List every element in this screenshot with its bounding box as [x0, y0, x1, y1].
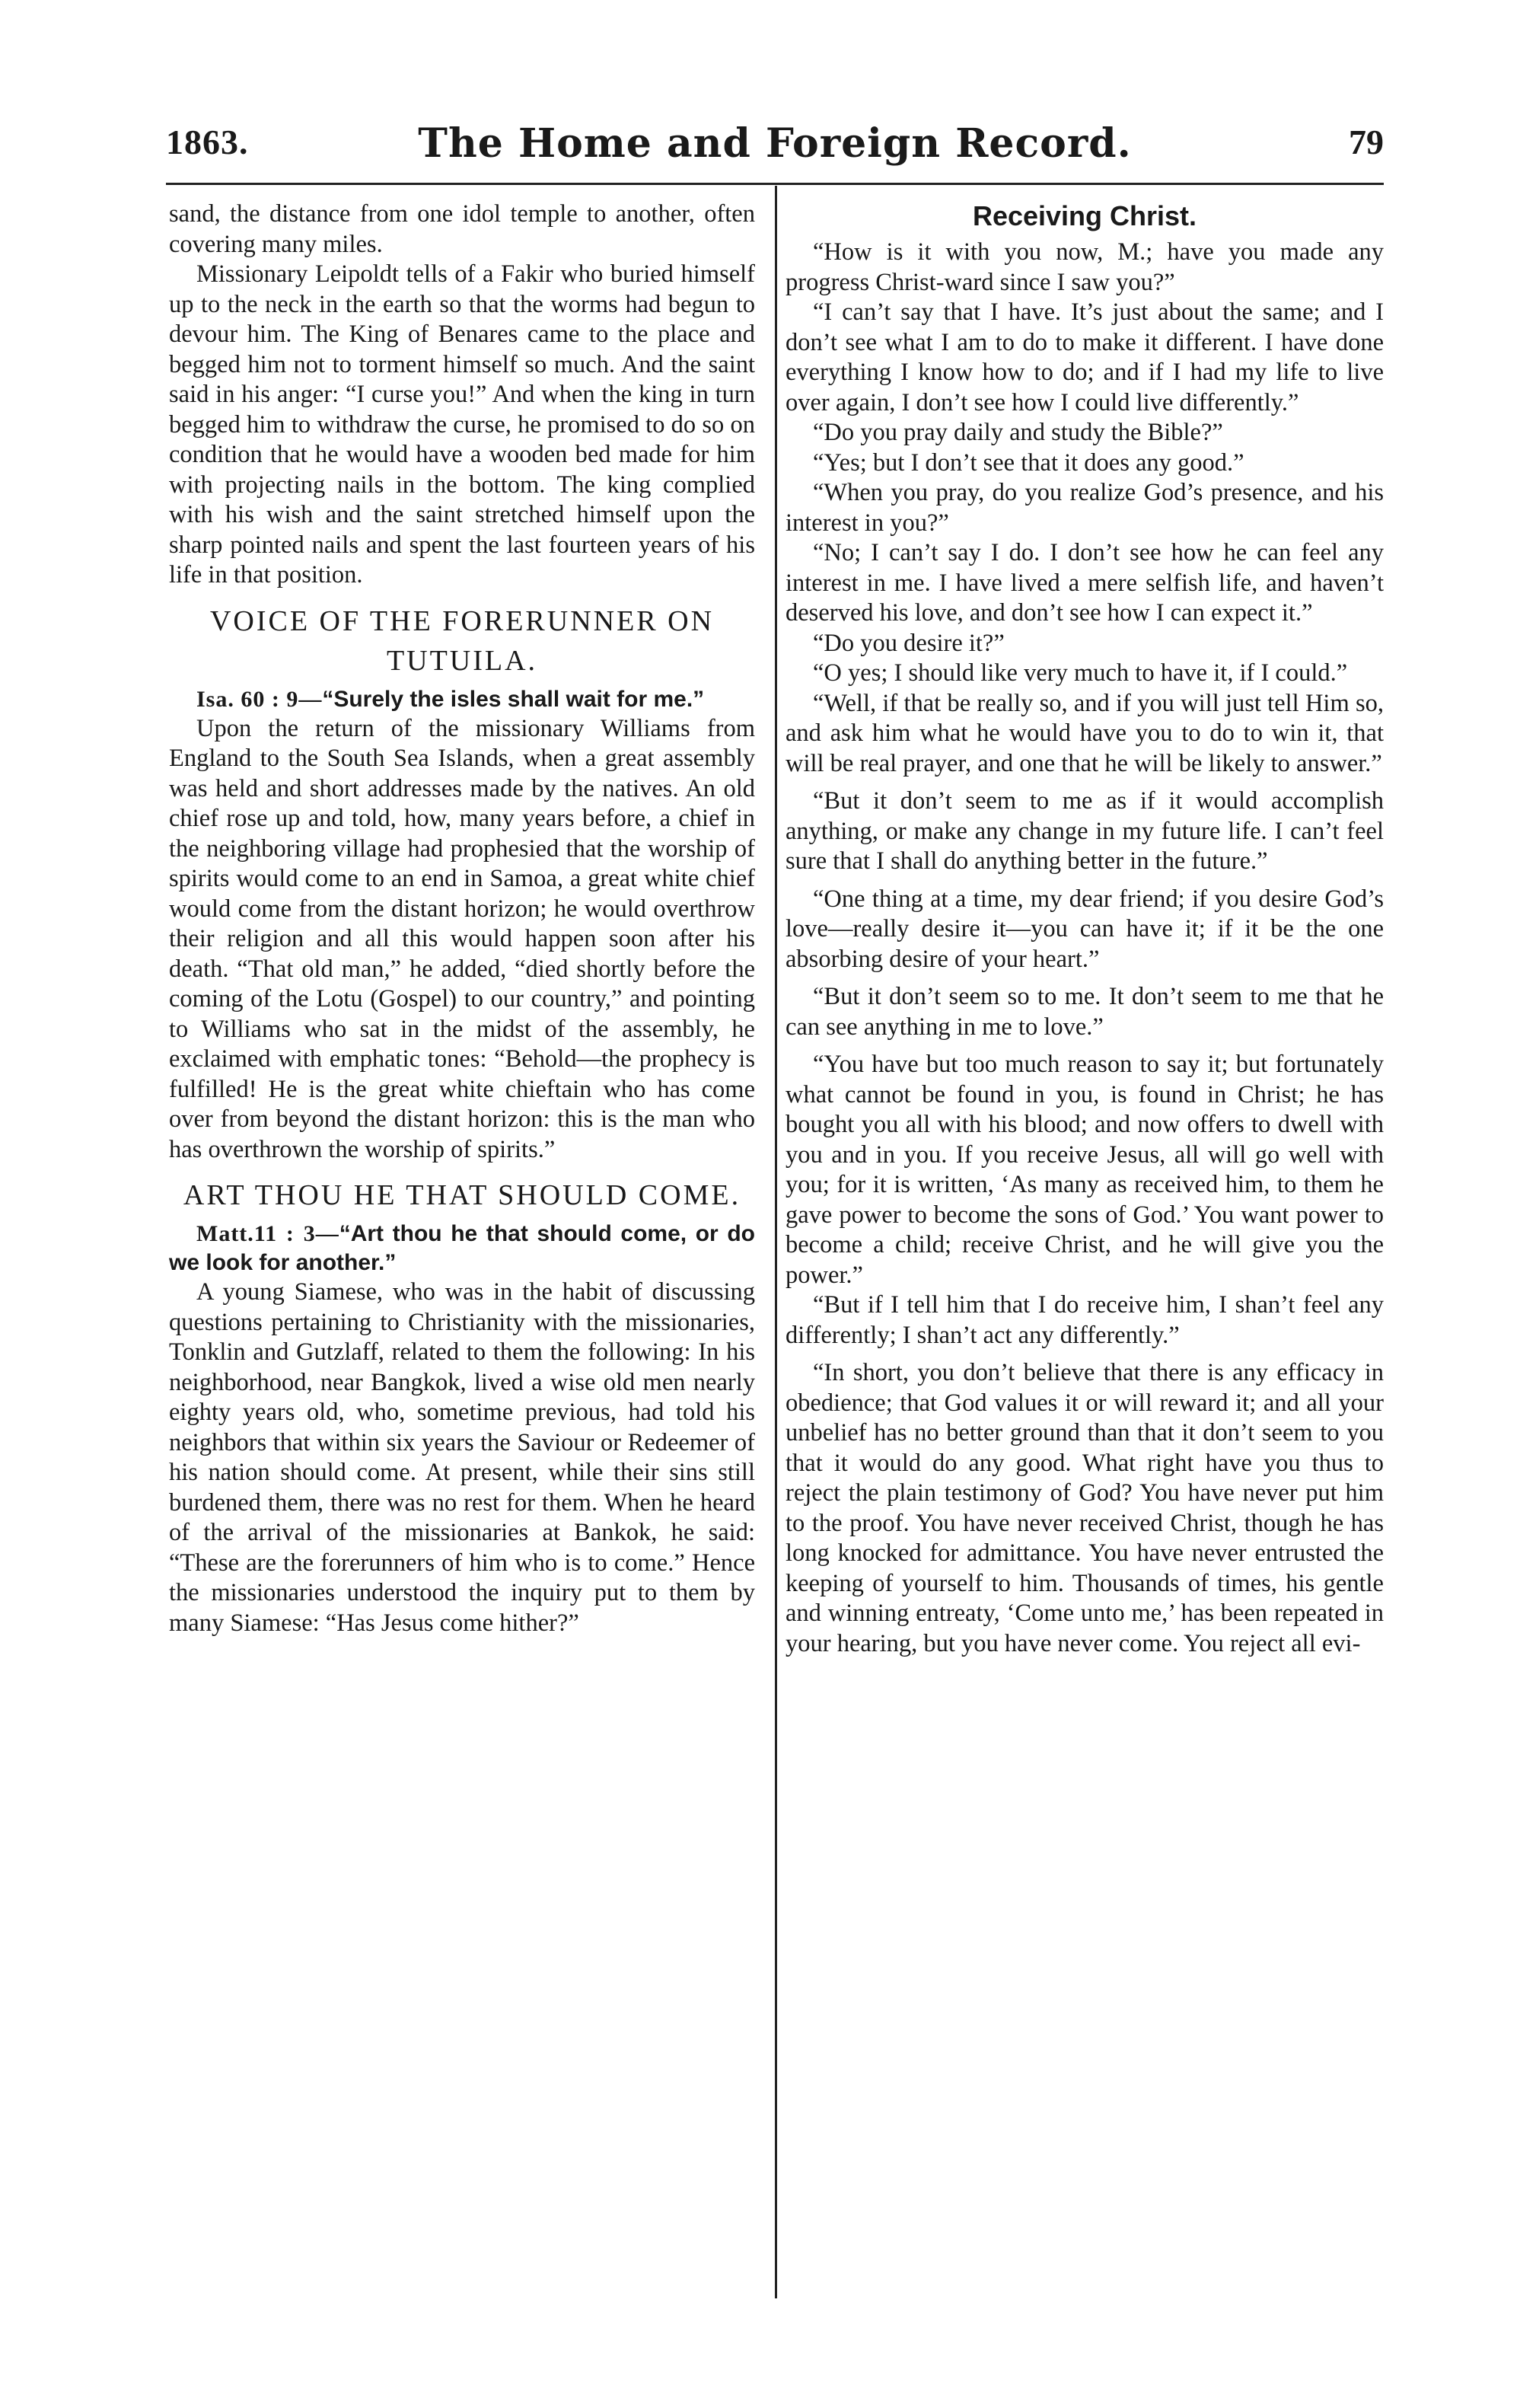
running-header: [166, 122, 1384, 175]
page-number: 79: [1349, 123, 1384, 161]
right-column: [785, 199, 1384, 1659]
header-rule: [166, 183, 1384, 185]
column-divider: [775, 186, 777, 2298]
dialogue-paragraph: “Well, if that be really so, and if you will just tell Him so, and ask him what he would have you to do to win it, that will be real prayer, and one that he will be likely to answer.”: [785, 689, 1384, 777]
header-title: The Home and Foreign Record.: [418, 120, 1132, 167]
verse-reference: Matt.11 : 3—: [196, 1221, 339, 1246]
dialogue-paragraph: “But it don’t seem to me as if it would accomplish anything, or make any change in my future life. I can’t feel sure that I shall do anything better in the future.”: [785, 787, 1384, 875]
dialogue-paragraph: “But if I tell him that I do receive him, I shan’t feel any differently; I shan’t act any differently.”: [785, 1291, 1384, 1349]
dialogue-paragraph: “No; I can’t say I do. I don’t see how he can feel any interest in me. I have lived a mere selfish life, and haven’t deserved his love, and don’t see how I can expect it.”: [785, 539, 1384, 627]
scripture-verse: [169, 685, 755, 714]
left-column: [169, 199, 755, 1638]
verse-text: “Surely the isles shall wait for me.”: [322, 686, 705, 712]
dialogue-paragraph: “You have but too much reason to say it; but fortunately what cannot be found in you, is found in Christ; he has bought you all with his blood; and now offers to dwell with you and in you. If you receive Jesus, all will go well with you; for it is written, ‘As many as received him, to them he gave power to become the sons of God.’ You want power to become a child; receive Christ, and he will give you the power.”: [785, 1051, 1384, 1289]
dialogue-paragraph: “In short, you don’t believe that there is any efficacy in obedience; that God values it or will reward it; and all your unbelief has no better ground than that it don’t seem to you that it would do any good. What right have you thus to reject the plain testimony of God? You have never put him to the proof. You have never received Christ, though he has long knocked for admittance. You have never entrusted the keeping of yourself to him. Thousands of times, his gentle and winning entreaty, ‘Come unto me,’ has been repeated in your hearing, but you have never come. You reject all evi-: [785, 1359, 1384, 1657]
paragraph: Missionary Leipoldt tells of a Fakir who buried himself up to the neck in the earth so that the worms had begun to devour him. The King of Benares came to the place and begged him not to torment himself so much. And the saint said in his anger: “I curse you!” And when the king in turn begged him to withdraw the curse, he promised to do so on condition that he would have a wooden bed made for him with projecting nails in the bottom. The king complied with his wish and the saint stretched himself upon the sharp pointed nails and spent the last fourteen years of his life in that position.: [169, 260, 755, 588]
dialogue-paragraph: “When you pray, do you realize God’s presence, and his interest in you?”: [785, 479, 1384, 537]
section-heading: VOICE OF THE FORERUNNER ON TUTUILA.: [209, 604, 715, 677]
paragraph: sand, the distance from one idol temple to another, often covering many miles.: [169, 200, 755, 258]
header-year: 1863.: [166, 123, 249, 161]
paragraph: Upon the return of the missionary Williams from England to the South Sea Islands, when a great assembly was held and short addresses made by the natives. An old chief rose up and told, how, many years before, a chief in the neighboring village had prophesied that the worship of spirits would come to an end in Samoa, a great white chief would come from the distant horizon; he would overthrow their religion and all this would happen soon after his death. “That old man,” he added, “died shortly before the coming of the Lotu (Gospel) to our country,” and pointing to Williams who sat in the midst of the assembly, he exclaimed with emphatic tones: “Behold—the prophecy is fulfilled! He is the great white chieftain who has come over from beyond the distant horizon: this is the man who has overthrown the worship of spirits.”: [169, 714, 755, 1163]
article-heading: Receiving Christ.: [972, 200, 1197, 231]
dialogue-paragraph: “Do you pray daily and study the Bible?”: [813, 419, 1223, 446]
verse-text: “Art thou he that should come, or do we look for another.”: [169, 1221, 755, 1275]
section-heading: ART THOU HE THAT SHOULD COME.: [183, 1179, 741, 1211]
dialogue-paragraph: “One thing at a time, my dear friend; if you desire God’s love—really desire it—you can have it; if it be the one absorbing desire of your heart.”: [785, 885, 1384, 973]
scripture-verse: [169, 1220, 755, 1277]
dialogue-paragraph: “O yes; I should like very much to have it, if I could.”: [813, 659, 1348, 687]
paragraph: A young Siamese, who was in the habit of discussing questions pertaining to Christianity with the missionaries, Tonklin and Gutzlaff, related to them the following: In his neighborhood, near Bangkok, lived a wise old men nearly eighty years old, who, sometime previous, had told his neighbors that within six years the Saviour or Redeemer of his nation should come. At present, while their sins still burdened them, there was no rest for them. When he heard of the arrival of the missionaries at Bankok, he said: “These are the forerunners of him who is to come.” Hence the missionaries understood the inquiry put to them by many Siamese: “Has Jesus come hither?”: [169, 1278, 755, 1637]
dialogue-paragraph: “But it don’t seem so to me. It don’t seem to me that he can see anything in me to love.”: [785, 983, 1384, 1041]
dialogue-paragraph: “Do you desire it?”: [813, 629, 1005, 657]
dialogue-paragraph: “How is it with you now, M.; have you made any progress Christ-ward since I saw you?”: [785, 238, 1384, 296]
dialogue-paragraph: “Yes; but I don’t see that it does any good.”: [813, 448, 1244, 477]
verse-reference: Isa. 60 : 9—: [196, 686, 323, 712]
dialogue-paragraph: “I can’t say that I have. It’s just about the same; and I don’t see what I am to do to make it different. I have done everything I know how to do; and if I had my life to live over again, I don’t see how I could live differently.”: [785, 298, 1384, 416]
